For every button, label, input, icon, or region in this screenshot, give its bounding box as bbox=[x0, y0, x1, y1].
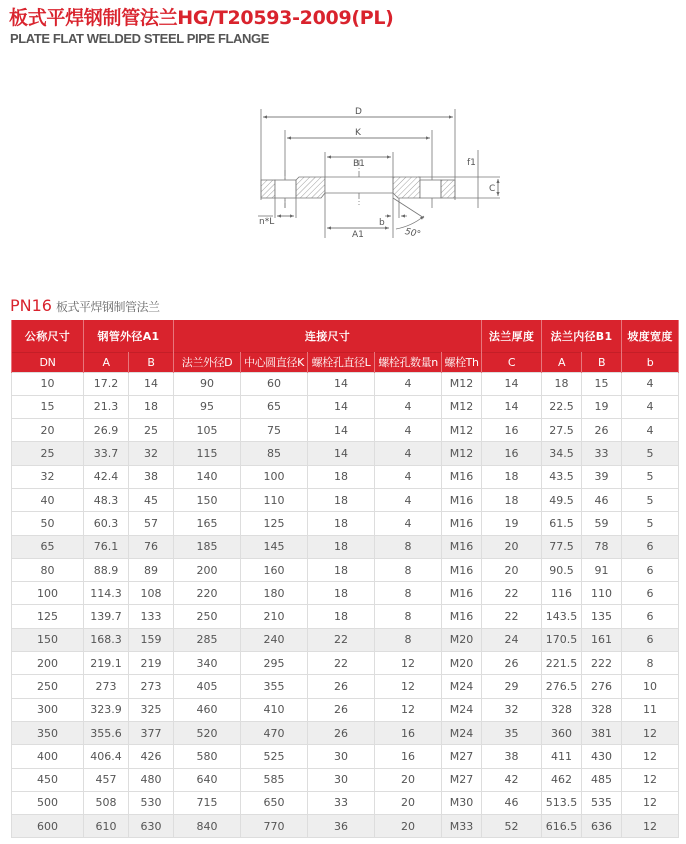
table-cell: 26 bbox=[308, 721, 375, 744]
table-cell: 60 bbox=[241, 372, 308, 395]
table-cell: 535 bbox=[582, 791, 622, 814]
label-b: b bbox=[379, 218, 385, 228]
table-row bbox=[12, 582, 679, 605]
table-cell: M12 bbox=[442, 442, 482, 465]
table-cell: M16 bbox=[442, 512, 482, 535]
table-cell: 125 bbox=[241, 512, 308, 535]
table-cell: 24 bbox=[482, 628, 542, 651]
table-cell: 219.1 bbox=[84, 652, 129, 675]
table-cell: 89 bbox=[129, 558, 174, 581]
label-b1: B1 bbox=[353, 159, 365, 169]
table-cell: 340 bbox=[174, 652, 241, 675]
table-cell: 377 bbox=[129, 721, 174, 744]
table-cell: 50 bbox=[12, 512, 84, 535]
table-cell: 65 bbox=[241, 395, 308, 418]
label-a1: A1 bbox=[352, 230, 364, 240]
table-cell: 26 bbox=[308, 698, 375, 721]
table-cell: 57 bbox=[129, 512, 174, 535]
table-row bbox=[12, 675, 679, 698]
table-cell: 80 bbox=[12, 558, 84, 581]
table-cell: 4 bbox=[375, 512, 442, 535]
table-cell: 18 bbox=[482, 488, 542, 511]
table-cell: 85 bbox=[241, 442, 308, 465]
table-cell: 770 bbox=[241, 815, 308, 838]
table-row bbox=[12, 419, 679, 442]
table-cell: 105 bbox=[174, 419, 241, 442]
table-body bbox=[12, 372, 679, 838]
table-cell: 460 bbox=[174, 698, 241, 721]
table-cell: 350 bbox=[12, 721, 84, 744]
table-cell: 12 bbox=[622, 791, 679, 814]
table-cell: 18 bbox=[308, 605, 375, 628]
table-cell: 14 bbox=[308, 419, 375, 442]
table-cell: 11 bbox=[622, 698, 679, 721]
table-cell: 170.5 bbox=[542, 628, 582, 651]
table-cell: 300 bbox=[12, 698, 84, 721]
table-cell: 285 bbox=[174, 628, 241, 651]
col-flange-od: 法兰外径D bbox=[174, 352, 241, 372]
table-cell: 43.5 bbox=[542, 465, 582, 488]
table-cell: M12 bbox=[442, 419, 482, 442]
table-cell: 6 bbox=[622, 628, 679, 651]
table-cell: 168.3 bbox=[84, 628, 129, 651]
table-cell: 630 bbox=[129, 815, 174, 838]
table-cell: 29 bbox=[482, 675, 542, 698]
table-cell: 12 bbox=[375, 698, 442, 721]
table-cell: 36 bbox=[308, 815, 375, 838]
table-cell: 20 bbox=[12, 419, 84, 442]
table-cell: 135 bbox=[582, 605, 622, 628]
table-cell: 16 bbox=[482, 442, 542, 465]
table-cell: 8 bbox=[375, 558, 442, 581]
table-cell: 8 bbox=[375, 605, 442, 628]
table-cell: 18 bbox=[308, 465, 375, 488]
table-cell: 14 bbox=[308, 372, 375, 395]
col-group-thickness: 法兰厚度 bbox=[482, 320, 542, 352]
table-row bbox=[12, 442, 679, 465]
table-cell: 480 bbox=[129, 768, 174, 791]
table-cell: 4 bbox=[375, 419, 442, 442]
table-cell: 90.5 bbox=[542, 558, 582, 581]
table-cell: 430 bbox=[582, 745, 622, 768]
table-cell: 10 bbox=[12, 372, 84, 395]
table-cell: 500 bbox=[12, 791, 84, 814]
table-cell: 20 bbox=[482, 535, 542, 558]
label-angle: 50° bbox=[403, 227, 422, 241]
table-row bbox=[12, 652, 679, 675]
table-cell: 33 bbox=[582, 442, 622, 465]
table-cell: 22 bbox=[308, 628, 375, 651]
pressure-rating: PN16 bbox=[10, 296, 52, 315]
table-cell: 4 bbox=[375, 372, 442, 395]
label-f1: f1 bbox=[467, 158, 476, 168]
table-cell: 240 bbox=[241, 628, 308, 651]
table-cell: M27 bbox=[442, 745, 482, 768]
table-cell: 6 bbox=[622, 535, 679, 558]
table-cell: 5 bbox=[622, 442, 679, 465]
table-cell: 426 bbox=[129, 745, 174, 768]
table-cell: 22 bbox=[308, 652, 375, 675]
table-cell: 18 bbox=[308, 512, 375, 535]
table-cell: 585 bbox=[241, 768, 308, 791]
table-cell: 222 bbox=[582, 652, 622, 675]
table-cell: 160 bbox=[241, 558, 308, 581]
table-cell: 19 bbox=[582, 395, 622, 418]
table-cell: 38 bbox=[482, 745, 542, 768]
table-cell: 145 bbox=[241, 535, 308, 558]
table-cell: 33.7 bbox=[84, 442, 129, 465]
table-cell: 4 bbox=[622, 372, 679, 395]
table-cell: 323.9 bbox=[84, 698, 129, 721]
col-thickness-c: C bbox=[482, 352, 542, 372]
drawing-labels bbox=[259, 107, 495, 240]
table-cell: 12 bbox=[622, 745, 679, 768]
table-cell: 600 bbox=[12, 815, 84, 838]
table-cell: 12 bbox=[622, 768, 679, 791]
section-title bbox=[10, 296, 160, 315]
table-cell: 18 bbox=[308, 582, 375, 605]
table-cell: 32 bbox=[129, 442, 174, 465]
table-cell: 100 bbox=[241, 465, 308, 488]
table-cell: 33 bbox=[308, 791, 375, 814]
table-cell: 19 bbox=[482, 512, 542, 535]
page-subtitle: PLATE FLAT WELDED STEEL PIPE FLANGE bbox=[10, 31, 270, 46]
table-row bbox=[12, 768, 679, 791]
table-cell: 12 bbox=[375, 675, 442, 698]
col-a1-b: B bbox=[129, 352, 174, 372]
table-cell: 150 bbox=[174, 488, 241, 511]
label-nl: n*L bbox=[259, 217, 275, 227]
table-cell: 14 bbox=[129, 372, 174, 395]
table-cell: 18 bbox=[482, 465, 542, 488]
table-cell: 508 bbox=[84, 791, 129, 814]
table-cell: 65 bbox=[12, 535, 84, 558]
table-cell: 15 bbox=[582, 372, 622, 395]
table-cell: 22.5 bbox=[542, 395, 582, 418]
col-group-bevel-width: 坡度宽度 bbox=[622, 320, 679, 352]
flange-spec-table bbox=[11, 320, 679, 838]
table-cell: M20 bbox=[442, 652, 482, 675]
table-cell: 116 bbox=[542, 582, 582, 605]
table-cell: 150 bbox=[12, 628, 84, 651]
table-cell: 513.5 bbox=[542, 791, 582, 814]
col-dn: DN bbox=[12, 352, 84, 372]
table-cell: M27 bbox=[442, 768, 482, 791]
table-cell: 26 bbox=[482, 652, 542, 675]
table-cell: 14 bbox=[308, 395, 375, 418]
table-cell: 4 bbox=[375, 488, 442, 511]
table-cell: 328 bbox=[582, 698, 622, 721]
table-cell: 250 bbox=[174, 605, 241, 628]
table-cell: 14 bbox=[308, 442, 375, 465]
table-cell: 20 bbox=[375, 815, 442, 838]
table-cell: 42.4 bbox=[84, 465, 129, 488]
table-cell: 34.5 bbox=[542, 442, 582, 465]
table-cell: 520 bbox=[174, 721, 241, 744]
table-cell: 457 bbox=[84, 768, 129, 791]
table-row bbox=[12, 698, 679, 721]
table-cell: M24 bbox=[442, 675, 482, 698]
table-cell: 22 bbox=[482, 605, 542, 628]
table-row bbox=[12, 558, 679, 581]
table-cell: 100 bbox=[12, 582, 84, 605]
table-cell: 8 bbox=[375, 628, 442, 651]
table-cell: 16 bbox=[375, 745, 442, 768]
table-cell: 4 bbox=[375, 395, 442, 418]
table-cell: 30 bbox=[308, 745, 375, 768]
table-cell: 40 bbox=[12, 488, 84, 511]
table-cell: 273 bbox=[129, 675, 174, 698]
table-cell: 32 bbox=[482, 698, 542, 721]
table-cell: M16 bbox=[442, 605, 482, 628]
table-cell: M30 bbox=[442, 791, 482, 814]
table-cell: 20 bbox=[375, 768, 442, 791]
table-cell: 16 bbox=[482, 419, 542, 442]
table-cell: 221.5 bbox=[542, 652, 582, 675]
table-cell: M33 bbox=[442, 815, 482, 838]
label-k: K bbox=[355, 128, 361, 138]
table-cell: 8 bbox=[622, 652, 679, 675]
table-row bbox=[12, 535, 679, 558]
table-cell: 133 bbox=[129, 605, 174, 628]
table-cell: 462 bbox=[542, 768, 582, 791]
table-cell: 840 bbox=[174, 815, 241, 838]
table-row bbox=[12, 465, 679, 488]
col-bevel-b: b bbox=[622, 352, 679, 372]
table-cell: 715 bbox=[174, 791, 241, 814]
table-cell: 4 bbox=[375, 442, 442, 465]
table-cell: M16 bbox=[442, 465, 482, 488]
table-cell: 114.3 bbox=[84, 582, 129, 605]
col-group-connection: 连接尺寸 bbox=[174, 320, 482, 352]
table-cell: 295 bbox=[241, 652, 308, 675]
table-cell: 25 bbox=[129, 419, 174, 442]
table-cell: 88.9 bbox=[84, 558, 129, 581]
table-cell: 12 bbox=[375, 652, 442, 675]
table-cell: 91 bbox=[582, 558, 622, 581]
table-cell: 650 bbox=[241, 791, 308, 814]
table-cell: 411 bbox=[542, 745, 582, 768]
table-cell: 38 bbox=[129, 465, 174, 488]
table-cell: 210 bbox=[241, 605, 308, 628]
table-cell: 18 bbox=[129, 395, 174, 418]
table-cell: 18 bbox=[308, 488, 375, 511]
col-group-nominal-size: 公称尺寸 bbox=[12, 320, 84, 352]
table-cell: 143.5 bbox=[542, 605, 582, 628]
table-cell: 161 bbox=[582, 628, 622, 651]
table-cell: 26.9 bbox=[84, 419, 129, 442]
table-cell: 636 bbox=[582, 815, 622, 838]
table-cell: 325 bbox=[129, 698, 174, 721]
table-cell: 108 bbox=[129, 582, 174, 605]
table-cell: 580 bbox=[174, 745, 241, 768]
col-bolt-circle: 中心圆直径K bbox=[241, 352, 308, 372]
table-cell: 220 bbox=[174, 582, 241, 605]
table-row bbox=[12, 628, 679, 651]
col-b1-a: A bbox=[542, 352, 582, 372]
table-group-header-row bbox=[12, 320, 679, 352]
table-cell: 22 bbox=[482, 582, 542, 605]
table-cell: 32 bbox=[12, 465, 84, 488]
label-d: D bbox=[355, 107, 362, 117]
table-cell: 110 bbox=[582, 582, 622, 605]
table-cell: 4 bbox=[375, 465, 442, 488]
table-cell: 21.3 bbox=[84, 395, 129, 418]
table-cell: 110 bbox=[241, 488, 308, 511]
table-cell: M12 bbox=[442, 395, 482, 418]
table-row bbox=[12, 745, 679, 768]
table-cell: 276 bbox=[582, 675, 622, 698]
table-cell: M20 bbox=[442, 628, 482, 651]
col-b1-b: B bbox=[582, 352, 622, 372]
table-cell: 5 bbox=[622, 512, 679, 535]
table-row bbox=[12, 791, 679, 814]
table-cell: 60.3 bbox=[84, 512, 129, 535]
table-row bbox=[12, 372, 679, 395]
table-cell: 18 bbox=[542, 372, 582, 395]
table-sub-header-row bbox=[12, 352, 679, 372]
table-cell: 46 bbox=[582, 488, 622, 511]
table-cell: 20 bbox=[375, 791, 442, 814]
table-cell: 381 bbox=[582, 721, 622, 744]
table-cell: 355 bbox=[241, 675, 308, 698]
table-cell: 200 bbox=[12, 652, 84, 675]
table-cell: 52 bbox=[482, 815, 542, 838]
table-cell: 185 bbox=[174, 535, 241, 558]
table-cell: 10 bbox=[622, 675, 679, 698]
table-cell: 76.1 bbox=[84, 535, 129, 558]
table-cell: 276.5 bbox=[542, 675, 582, 698]
table-row bbox=[12, 488, 679, 511]
table-cell: 12 bbox=[622, 815, 679, 838]
table-cell: 180 bbox=[241, 582, 308, 605]
table-cell: 14 bbox=[482, 395, 542, 418]
col-bolt-hole-dia: 螺栓孔直径L bbox=[308, 352, 375, 372]
table-cell: 59 bbox=[582, 512, 622, 535]
table-cell: 78 bbox=[582, 535, 622, 558]
table-cell: 4 bbox=[622, 395, 679, 418]
table-cell: M24 bbox=[442, 721, 482, 744]
table-cell: 39 bbox=[582, 465, 622, 488]
table-cell: 4 bbox=[622, 419, 679, 442]
table-row bbox=[12, 395, 679, 418]
table-cell: 14 bbox=[482, 372, 542, 395]
col-bolt-thread: 螺栓Th bbox=[442, 352, 482, 372]
table-cell: 410 bbox=[241, 698, 308, 721]
table-cell: 640 bbox=[174, 768, 241, 791]
table-cell: 6 bbox=[622, 605, 679, 628]
table-cell: 485 bbox=[582, 768, 622, 791]
table-cell: 20 bbox=[482, 558, 542, 581]
table-cell: 140 bbox=[174, 465, 241, 488]
table-cell: 18 bbox=[308, 535, 375, 558]
table-cell: 355.6 bbox=[84, 721, 129, 744]
table-cell: 8 bbox=[375, 535, 442, 558]
table-cell: M16 bbox=[442, 488, 482, 511]
table-cell: 35 bbox=[482, 721, 542, 744]
table-cell: 360 bbox=[542, 721, 582, 744]
table-cell: 18 bbox=[308, 558, 375, 581]
table-cell: 525 bbox=[241, 745, 308, 768]
table-cell: 8 bbox=[375, 582, 442, 605]
table-cell: 90 bbox=[174, 372, 241, 395]
table-cell: 46 bbox=[482, 791, 542, 814]
table-cell: 42 bbox=[482, 768, 542, 791]
table-cell: 75 bbox=[241, 419, 308, 442]
table-cell: M16 bbox=[442, 582, 482, 605]
table-cell: 219 bbox=[129, 652, 174, 675]
table-cell: M12 bbox=[442, 372, 482, 395]
table-cell: 5 bbox=[622, 488, 679, 511]
section-subtitle: 板式平焊钢制管法兰 bbox=[55, 300, 160, 314]
table-cell: 95 bbox=[174, 395, 241, 418]
table-cell: 26 bbox=[582, 419, 622, 442]
table-cell: 405 bbox=[174, 675, 241, 698]
table-cell: 49.5 bbox=[542, 488, 582, 511]
table-row bbox=[12, 721, 679, 744]
table-cell: 273 bbox=[84, 675, 129, 698]
table-cell: 450 bbox=[12, 768, 84, 791]
table-cell: 16 bbox=[375, 721, 442, 744]
table-cell: 115 bbox=[174, 442, 241, 465]
col-bolt-hole-count: 螺栓孔数量n bbox=[375, 352, 442, 372]
table-cell: M16 bbox=[442, 558, 482, 581]
col-a1-a: A bbox=[84, 352, 129, 372]
table-cell: 406.4 bbox=[84, 745, 129, 768]
table-cell: 139.7 bbox=[84, 605, 129, 628]
table-cell: 530 bbox=[129, 791, 174, 814]
table-cell: 470 bbox=[241, 721, 308, 744]
table-cell: 159 bbox=[129, 628, 174, 651]
table-cell: M24 bbox=[442, 698, 482, 721]
label-c: C bbox=[489, 184, 496, 194]
table-cell: 328 bbox=[542, 698, 582, 721]
table-cell: 125 bbox=[12, 605, 84, 628]
table-cell: 77.5 bbox=[542, 535, 582, 558]
table-row bbox=[12, 605, 679, 628]
col-group-flange-id: 法兰内径B1 bbox=[542, 320, 622, 352]
table-cell: 616.5 bbox=[542, 815, 582, 838]
table-row bbox=[12, 815, 679, 838]
table-cell: 25 bbox=[12, 442, 84, 465]
table-cell: M16 bbox=[442, 535, 482, 558]
table-row bbox=[12, 512, 679, 535]
table-cell: 250 bbox=[12, 675, 84, 698]
table-cell: 165 bbox=[174, 512, 241, 535]
table-cell: 12 bbox=[622, 721, 679, 744]
table-cell: 17.2 bbox=[84, 372, 129, 395]
col-group-pipe-od: 钢管外径A1 bbox=[84, 320, 174, 352]
table-cell: 200 bbox=[174, 558, 241, 581]
flange-body bbox=[261, 177, 455, 198]
table-cell: 27.5 bbox=[542, 419, 582, 442]
table-cell: 48.3 bbox=[84, 488, 129, 511]
table-cell: 76 bbox=[129, 535, 174, 558]
table-cell: 610 bbox=[84, 815, 129, 838]
table-cell: 6 bbox=[622, 558, 679, 581]
table-cell: 30 bbox=[308, 768, 375, 791]
table-cell: 15 bbox=[12, 395, 84, 418]
table-cell: 26 bbox=[308, 675, 375, 698]
table-cell: 61.5 bbox=[542, 512, 582, 535]
table-cell: 400 bbox=[12, 745, 84, 768]
page-title: 板式平焊钢制管法兰HG/T20593-2009(PL) bbox=[9, 7, 394, 29]
table-cell: 6 bbox=[622, 582, 679, 605]
flange-cross-section-diagram bbox=[0, 0, 686, 260]
table-cell: 45 bbox=[129, 488, 174, 511]
table-cell: 5 bbox=[622, 465, 679, 488]
